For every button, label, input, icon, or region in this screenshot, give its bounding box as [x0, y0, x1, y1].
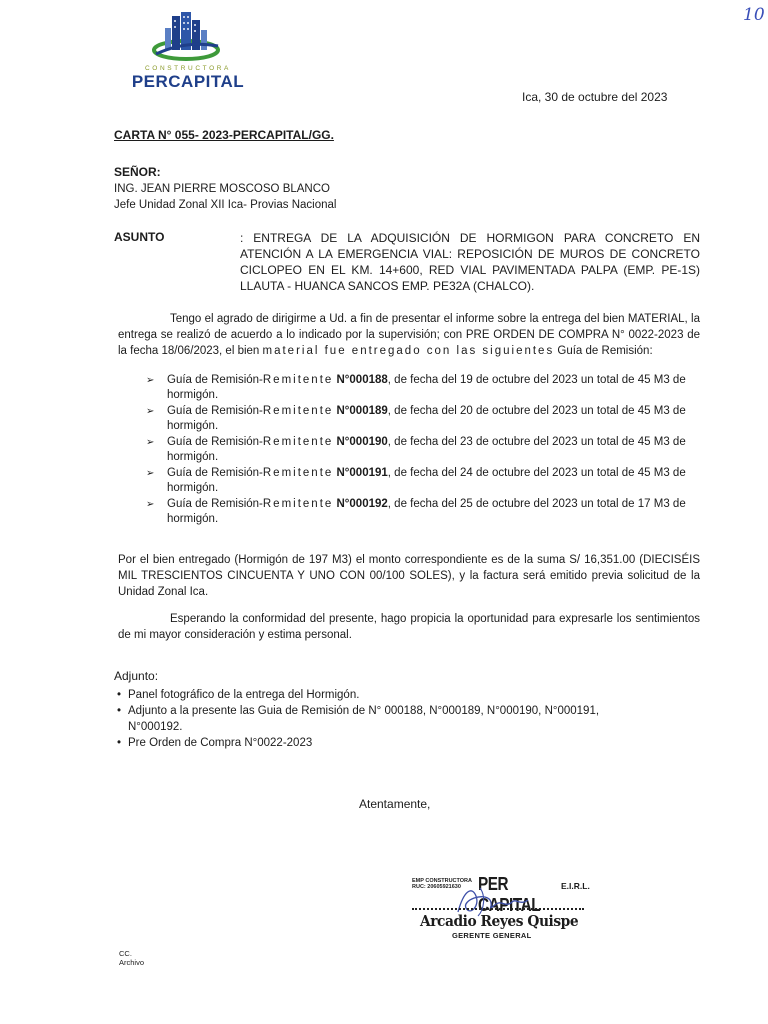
list-item: • Pre Orden de Compra N°0022-2023 — [117, 737, 313, 749]
arrow-bullet-icon: ➢ — [146, 499, 155, 510]
recipient-block — [114, 181, 336, 213]
stamp-company-info: EMP CONSTRUCTORA RUC: 20605921630 — [412, 878, 472, 890]
list-item: ➢ Guía de Remisión-Remitente N°000191, de fecha del 24 de octubre del 2023 un total de 45 M3 de hormigón. — [146, 467, 686, 494]
adjunto-list — [117, 687, 637, 751]
intro-part1: Tengo el agrado de dirigirme a Ud. a fin de presentar el informe sobre la entrega del bien MATERIAL, la entrega se realizó de acuerdo a lo indicado por la supervisión; con PRE ORDEN DE COMPRA N° 0022-2023 de la fecha 18/06/2023, el bien — [118, 313, 700, 357]
intro-spaced: material fue entregado con las siguientes — [262, 345, 555, 357]
stamp-divider — [412, 908, 584, 910]
cc-block — [119, 949, 144, 967]
adjunto-label: Adjunto: — [114, 669, 159, 683]
bullet-icon: • — [117, 737, 122, 749]
closing-salutation: Atentamente, — [359, 797, 431, 811]
building-globe-icon — [114, 10, 258, 66]
salutation: SEÑOR: — [114, 165, 161, 179]
arrow-bullet-icon: ➢ — [146, 468, 155, 479]
list-item: • Adjunto a la presente las Guia de Remisión de N° 000188, N°000189, N°000190, N°000191, N°000192. — [117, 705, 600, 733]
signatory-role: GERENTE GENERAL — [452, 931, 532, 940]
guias-list — [146, 373, 702, 528]
list-item: ➢ Guía de Remisión-Remitente N°000192, de fecha del 25 de octubre del 2023 un total de 17 M3 de hormigón. — [146, 498, 686, 525]
stamp-suffix: E.I.R.L. — [561, 881, 590, 891]
list-item: ➢ Guía de Remisión-Remitente N°000188, de fecha del 19 de octubre del 2023 un total de 45 M3 de hormigón. — [146, 374, 686, 401]
amount-paragraph: Por el bien entregado (Hormigón de 197 M3) el monto correspondiente es de la suma S/ 16,351.00 (DIECISÉIS MIL TRESCIENTOS CINCUENTA Y UNO CON 00/100 SOLES), y la factura será emitido previa solicitud de la Unidad Zonal Ica. — [118, 554, 700, 598]
closing-paragraph: Esperando la conformidad del presente, hago propicia la oportunidad para expresarle los sentimientos de mi mayor consideración y estima personal. — [118, 613, 700, 641]
recipient-name: ING. JEAN PIERRE MOSCOSO BLANCO — [114, 183, 330, 195]
list-item: ➢ Guía de Remisión-Remitente N°000190, de fecha del 23 de octubre del 2023 un total de 45 M3 de hormigón. — [146, 436, 686, 463]
arrow-bullet-icon: ➢ — [146, 375, 155, 386]
signature-stamp — [410, 874, 590, 946]
arrow-bullet-icon: ➢ — [146, 437, 155, 448]
asunto-label: ASUNTO — [114, 230, 165, 244]
bullet-icon: • — [117, 705, 122, 717]
logo-subtitle: CONSTRUCTORA — [145, 65, 231, 72]
intro-paragraph — [118, 311, 700, 359]
stamp-brand: PER CAPITAL — [478, 874, 541, 915]
company-logo — [114, 10, 258, 91]
asunto-text: : ENTREGA DE LA ADQUISICIÓN DE HORMIGON PARA CONCRETO EN ATENCIÓN A LA EMERGENCIA VIAL: REPOSICIÓN DE MUROS DE CONCRETO CICLOPEO EN EL KM. 14+600, RED VIAL PAVIMENTADA PALPA (EMP. PE-1S) LLAUTA - HUANCA SANCOS EMP. PE32A (CHALCO). — [240, 231, 700, 293]
logo-name: PERCAPITAL — [131, 72, 245, 91]
cc-item: Archivo — [119, 958, 145, 967]
letter-date: Ica, 30 de octubre del 2023 — [522, 90, 668, 104]
bullet-icon: • — [117, 689, 122, 701]
letter-reference: CARTA N° 055- 2023-PERCAPITAL/GG. — [114, 128, 334, 142]
intro-part2: Guía de Remisión: — [554, 345, 653, 357]
list-item: ➢ Guía de Remisión-Remitente N°000189, de fecha del 20 de octubre del 2023 un total de 45 M3 de hormigón. — [146, 405, 686, 432]
signatory-name: Arcadio Reyes Quispe — [420, 912, 579, 930]
arrow-bullet-icon: ➢ — [146, 406, 155, 417]
recipient-position: Jefe Unidad Zonal XII Ica- Provias Nacional — [114, 199, 337, 211]
page-number-mark: 10 — [743, 5, 765, 25]
list-item: • Panel fotográfico de la entrega del Hormigón. — [117, 689, 360, 701]
cc-label: CC. — [119, 949, 132, 958]
